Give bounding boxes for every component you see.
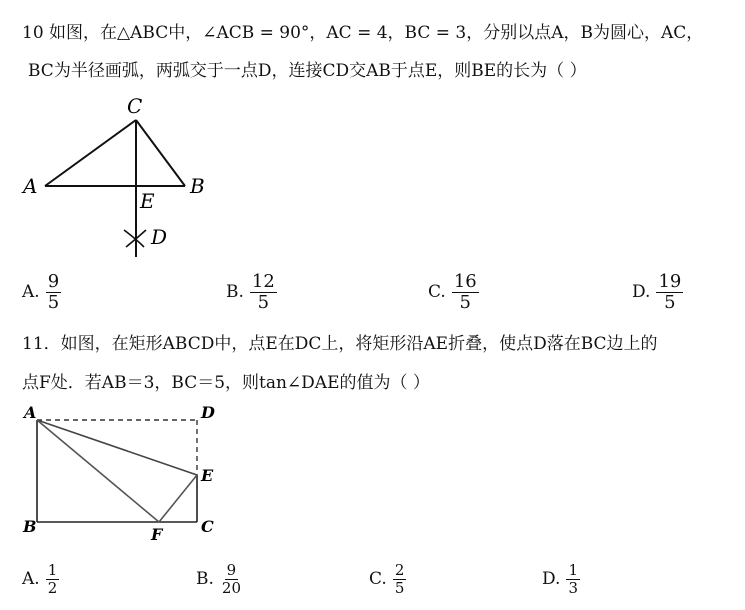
segment-ac	[45, 120, 136, 186]
q11-option-d[interactable]	[542, 562, 580, 596]
q10-option-b[interactable]	[226, 272, 277, 313]
option-fraction: $\frac{1}{2}$	[47, 561, 58, 597]
option-fraction: $\frac{9}{5}$	[47, 271, 60, 313]
label-e: E	[201, 466, 214, 485]
option-letter: B.	[196, 569, 214, 589]
option-letter: A.	[22, 569, 40, 589]
option-fraction: $\frac{1}{3}$	[568, 561, 578, 597]
option-fraction: $\frac{19}{5}$	[658, 271, 682, 313]
q11-option-a[interactable]	[22, 562, 59, 596]
q11-option-c[interactable]	[369, 562, 406, 596]
arc-from-a	[124, 230, 144, 247]
label-a: A	[23, 174, 38, 198]
q10-option-a[interactable]	[22, 272, 61, 313]
q10-line-1: 10 如图，在△ABC中，∠ACB = 90°，AC = 4，BC = 3，分别以点A，B为圆心，AC，	[22, 23, 704, 43]
label-b: B	[190, 174, 205, 198]
option-letter: A.	[22, 282, 40, 303]
q10-option-c[interactable]	[428, 272, 479, 313]
option-fraction: $\frac{12}{5}$	[251, 271, 275, 313]
option-letter: C.	[428, 282, 446, 303]
q10-option-d[interactable]	[632, 272, 683, 313]
label-d: D	[151, 225, 168, 249]
segment-af	[37, 420, 159, 522]
label-b: B	[23, 517, 37, 536]
segment-bc	[136, 120, 185, 186]
option-letter: D.	[632, 282, 651, 303]
q11-option-b[interactable]	[196, 562, 243, 596]
label-a: A	[24, 403, 37, 422]
label-c: C	[127, 95, 143, 118]
option-fraction: $\frac{2}{5}$	[394, 561, 405, 597]
q11-line-2: 点F处．若AB＝3，BC＝5，则tan∠DAE的值为（ ）	[22, 373, 430, 393]
option-letter: B.	[226, 282, 244, 303]
q10-line-2: BC为半径画弧，两弧交于一点D，连接CD交AB于点E，则BE的长为（ ）	[28, 61, 587, 81]
label-f: F	[151, 525, 163, 544]
segment-ef	[159, 475, 197, 522]
option-fraction: $\frac{9}{20}$	[221, 561, 241, 597]
q10-figure	[18, 95, 218, 265]
label-d: D	[201, 403, 215, 422]
option-letter: C.	[369, 569, 387, 589]
option-fraction: $\frac{16}{5}$	[453, 271, 477, 313]
q11-figure	[18, 400, 243, 550]
label-c: C	[201, 517, 214, 536]
fold-ae	[37, 420, 197, 475]
label-e: E	[140, 189, 155, 213]
option-letter: D.	[542, 569, 561, 589]
q11-line-1: 11．如图，在矩形ABCD中，点E在DC上，将矩形沿AE折叠，使点D落在BC边上的	[22, 334, 658, 354]
